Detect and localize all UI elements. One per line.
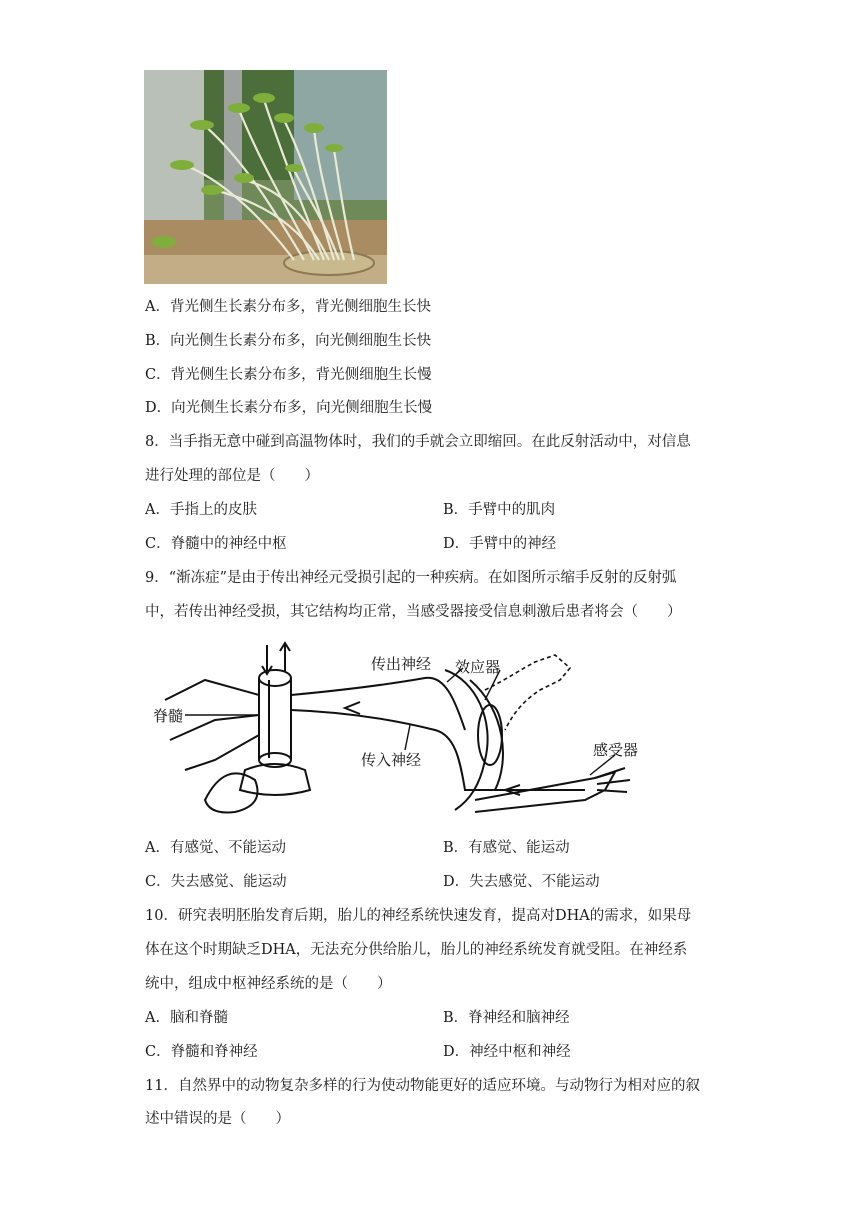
q8-option-d: D．手臂中的神经: [443, 536, 557, 552]
q8-option-c: C．脊髓中的神经中枢: [145, 536, 287, 552]
q7-option-a: A．背光侧生长素分布多，背光侧细胞生长快: [145, 299, 431, 315]
label-spinal-cord: 脊髓: [153, 707, 184, 725]
seedling-image: [144, 70, 387, 284]
q10-option-a: A．脑和脊髓: [145, 1010, 228, 1026]
spinal-cord-top: [259, 670, 291, 686]
q7-option-b: B．向光侧生长素分布多，向光侧细胞生长快: [145, 333, 432, 349]
q8-stem-line2: 进行处理的部位是（ ）: [145, 468, 319, 484]
q9-option-d: D．失去感觉、不能运动: [443, 874, 600, 890]
q10-option-b: B．脊神经和脑神经: [443, 1010, 570, 1026]
q8-option-a: A．手指上的皮肤: [145, 502, 257, 518]
seedling-photo: [144, 70, 387, 284]
q8-stem-line1: 8．当手指无意中碰到高温物体时，我们的手就会立即缩回。在此反射活动中，对信息: [145, 434, 691, 450]
q8-option-b: B．手臂中的肌肉: [443, 502, 556, 518]
q9-stem-line2: 中，若传出神经受损，其它结构均正常，当感受器接受信息刺激后患者将会（ ）: [145, 604, 682, 620]
label-receptor: 感受器: [593, 741, 639, 759]
q10-option-c: C．脊髓和脊神经: [145, 1044, 258, 1060]
q9-option-a: A．有感觉、不能运动: [145, 840, 286, 856]
q10-stem-line1: 10．研究表明胚胎发育后期，胎儿的神经系统快速发育，提高对DHA的需求，如果母: [145, 908, 692, 924]
q7-option-d: D．向光侧生长素分布多，向光侧细胞生长慢: [145, 400, 433, 416]
q10-stem-line2: 体在这个时期缺乏DHA，无法充分供给胎儿，胎儿的神经系统发育就受阻。在神经系: [145, 942, 688, 958]
q9-stem-line1: 9．“渐冻症”是由于传出神经元受损引起的一种疾病。在如图所示缩手反射的反射弧: [145, 570, 677, 586]
q10-stem-line3: 统中，组成中枢神经系统的是（ ）: [145, 976, 392, 992]
q9-option-b: B．有感觉、能运动: [443, 840, 570, 856]
q10-option-d: D．神经中枢和神经: [443, 1044, 571, 1060]
label-efferent-nerve: 传出神经: [371, 655, 432, 673]
reflex-arc-diagram: [145, 640, 655, 820]
q9-option-c: C．失去感觉、能运动: [145, 874, 287, 890]
label-afferent-nerve: 传入神经: [361, 751, 422, 769]
label-effector: 效应器: [455, 658, 501, 676]
q11-stem-line2: 述中错误的是（ ）: [145, 1111, 290, 1127]
q7-option-c: C．背光侧生长素分布多，背光侧细胞生长慢: [145, 367, 432, 383]
q11-stem-line1: 11．自然界中的动物复杂多样的行为使动物能更好的适应环境。与动物行为相对应的叙: [145, 1078, 700, 1094]
